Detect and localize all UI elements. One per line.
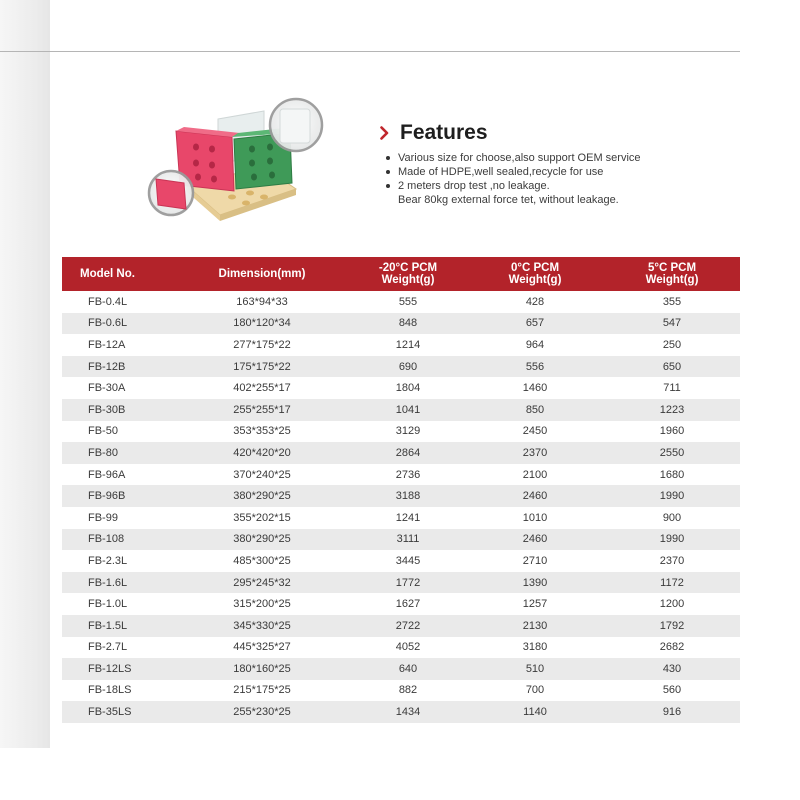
top-divider [0, 51, 740, 52]
dimension-cell: 215*175*25 [233, 684, 291, 697]
features-title: Features [400, 121, 488, 144]
features-heading [380, 121, 760, 145]
pcm-0-cell: 1390 [522, 576, 548, 589]
pcm-0-cell: 556 [525, 360, 545, 373]
pcm-5-cell: 1172 [660, 576, 684, 589]
table-row [62, 356, 740, 378]
table-row [62, 701, 740, 723]
pcm-0-cell: 964 [525, 338, 545, 351]
pcm-minus20-cell: 882 [398, 684, 418, 697]
feature-item: 2 meters drop test ,no leakage. Bear 80kg external force tet, without leakage. [386, 179, 760, 207]
model-cell: FB-80 [88, 446, 118, 459]
features-section [380, 121, 760, 207]
pcm-0-cell: 2100 [522, 468, 548, 481]
pcm-5-cell: 1990 [659, 533, 685, 546]
chevron-right-icon [380, 121, 394, 145]
pcm-0-cell: 2710 [522, 554, 548, 567]
dimension-cell: 485*300*25 [233, 554, 291, 567]
model-cell: FB-108 [88, 533, 125, 546]
pcm-minus20-cell: 3111 [396, 533, 420, 546]
table-row [62, 421, 740, 443]
pcm-0-cell: 2460 [522, 490, 548, 503]
table-row [62, 658, 740, 680]
model-cell: FB-12LS [88, 662, 132, 675]
table-row [62, 442, 740, 464]
pcm-5-cell: 430 [662, 662, 682, 675]
pcm-minus20-cell: 848 [398, 317, 418, 330]
dimension-cell: 353*353*25 [233, 425, 291, 438]
table-row [62, 485, 740, 507]
pcm-0-cell: 850 [525, 403, 545, 416]
dimension-cell: 380*290*25 [233, 490, 291, 503]
pcm-5-cell: 1680 [659, 468, 685, 481]
table-row [62, 637, 740, 659]
table-row [62, 572, 740, 594]
model-cell: FB-99 [88, 511, 118, 524]
pcm-0-cell: 2450 [522, 425, 548, 438]
pcm-minus20-cell: 1627 [395, 598, 421, 611]
table-row [62, 464, 740, 486]
model-cell: FB-12A [88, 338, 126, 351]
model-cell: FB-0.4L [88, 295, 128, 308]
pcm-minus20-cell: 640 [398, 662, 418, 675]
feature-item-continuation: Bear 80kg external force tet, without leakage. [398, 194, 619, 206]
pcm-0-cell: 700 [525, 684, 545, 697]
pcm-5-cell: 1200 [659, 598, 685, 611]
pcm-minus20-cell: 3188 [395, 490, 421, 503]
pcm-minus20-cell: 555 [398, 295, 418, 308]
pcm-5-cell: 547 [662, 317, 682, 330]
header-dimension: Dimension(mm) [218, 268, 306, 280]
pcm-0-cell: 1460 [522, 382, 548, 395]
model-cell: FB-0.6L [88, 317, 128, 330]
table-row [62, 291, 740, 313]
pcm-5-cell: 900 [662, 511, 682, 524]
header-pcm-minus20: -20°C PCM Weight(g) [378, 262, 438, 286]
feature-item: Made of HDPE,well sealed,recycle for use [386, 165, 760, 179]
pcm-minus20-cell: 690 [398, 360, 418, 373]
pcm-minus20-cell: 3129 [395, 425, 421, 438]
dimension-cell: 420*420*20 [233, 446, 291, 459]
pcm-0-cell: 2460 [522, 533, 548, 546]
pcm-minus20-cell: 1772 [395, 576, 421, 589]
dimension-cell: 445*325*27 [233, 641, 291, 654]
table-row [62, 377, 740, 399]
pcm-5-cell: 650 [662, 360, 682, 373]
table-row [62, 680, 740, 702]
model-cell: FB-1.0L [88, 598, 128, 611]
pcm-0-cell: 428 [525, 295, 545, 308]
feature-item: Various size for choose,also support OEM service [386, 151, 760, 165]
pcm-5-cell: 1792 [659, 619, 685, 632]
pcm-minus20-cell: 1041 [395, 403, 421, 416]
header-pcm-0: 0°C PCM Weight(g) [508, 262, 562, 286]
model-cell: FB-2.3L [88, 554, 128, 567]
table-row [62, 334, 740, 356]
pcm-5-cell: 355 [662, 295, 682, 308]
pcm-0-cell: 657 [525, 317, 545, 330]
pcm-0-cell: 2370 [522, 446, 548, 459]
dimension-cell: 380*290*25 [233, 533, 291, 546]
pcm-minus20-cell: 2736 [395, 468, 421, 481]
pcm-5-cell: 1223 [659, 403, 685, 416]
spec-table [62, 257, 740, 723]
pcm-0-cell: 2130 [522, 619, 548, 632]
pcm-0-cell: 1140 [523, 706, 547, 719]
model-cell: FB-96A [88, 468, 126, 481]
table-row [62, 313, 740, 335]
dimension-cell: 277*175*22 [233, 338, 291, 351]
pcm-minus20-cell: 1214 [395, 338, 421, 351]
model-cell: FB-30A [88, 382, 126, 395]
pcm-0-cell: 1257 [522, 598, 548, 611]
table-row [62, 550, 740, 572]
table-row [62, 529, 740, 551]
pcm-0-cell: 510 [525, 662, 545, 675]
dimension-cell: 180*160*25 [233, 662, 291, 675]
pcm-minus20-cell: 4052 [395, 641, 421, 654]
header-model: Model No. [80, 268, 135, 280]
pcm-0-cell: 1010 [522, 511, 548, 524]
dimension-cell: 295*245*32 [233, 576, 291, 589]
dimension-cell: 402*255*17 [233, 382, 291, 395]
pcm-minus20-cell: 1241 [395, 511, 421, 524]
pcm-5-cell: 711 [663, 382, 681, 395]
dimension-cell: 370*240*25 [233, 468, 291, 481]
model-cell: FB-12B [88, 360, 126, 373]
model-cell: FB-35LS [88, 706, 132, 719]
pcm-5-cell: 2370 [659, 554, 685, 567]
pcm-minus20-cell: 2864 [395, 446, 421, 459]
pcm-5-cell: 560 [662, 684, 682, 697]
pcm-5-cell: 916 [662, 706, 682, 719]
pcm-minus20-cell: 1804 [395, 382, 421, 395]
dimension-cell: 163*94*33 [236, 295, 288, 308]
model-cell: FB-2.7L [88, 641, 128, 654]
dimension-cell: 255*230*25 [233, 706, 291, 719]
pcm-5-cell: 2550 [659, 446, 685, 459]
pcm-5-cell: 1990 [659, 490, 685, 503]
dimension-cell: 175*175*22 [233, 360, 291, 373]
dimension-cell: 255*255*17 [233, 403, 291, 416]
product-image [146, 97, 328, 225]
table-row [62, 507, 740, 529]
page-edge-shadow [0, 0, 50, 748]
table-body [62, 291, 740, 723]
model-cell: FB-30B [88, 403, 126, 416]
pcm-5-cell: 2682 [659, 641, 685, 654]
model-cell: FB-18LS [88, 684, 132, 697]
pcm-minus20-cell: 1434 [395, 706, 421, 719]
dimension-cell: 345*330*25 [233, 619, 291, 632]
table-row [62, 399, 740, 421]
feature-list [386, 151, 760, 207]
pcm-minus20-cell: 2722 [395, 619, 421, 632]
model-cell: FB-96B [88, 490, 126, 503]
model-cell: FB-1.5L [88, 619, 128, 632]
pcm-minus20-cell: 3445 [395, 554, 421, 567]
dimension-cell: 180*120*34 [233, 317, 291, 330]
dimension-cell: 315*200*25 [233, 598, 291, 611]
table-row [62, 615, 740, 637]
pcm-0-cell: 3180 [522, 641, 548, 654]
pcm-5-cell: 250 [662, 338, 682, 351]
model-cell: FB-1.6L [88, 576, 128, 589]
table-header-row [62, 257, 740, 291]
pcm-5-cell: 1960 [659, 425, 685, 438]
header-pcm-5: 5°C PCM Weight(g) [645, 262, 699, 286]
table-row [62, 593, 740, 615]
dimension-cell: 355*202*15 [233, 511, 291, 524]
model-cell: FB-50 [88, 425, 118, 438]
